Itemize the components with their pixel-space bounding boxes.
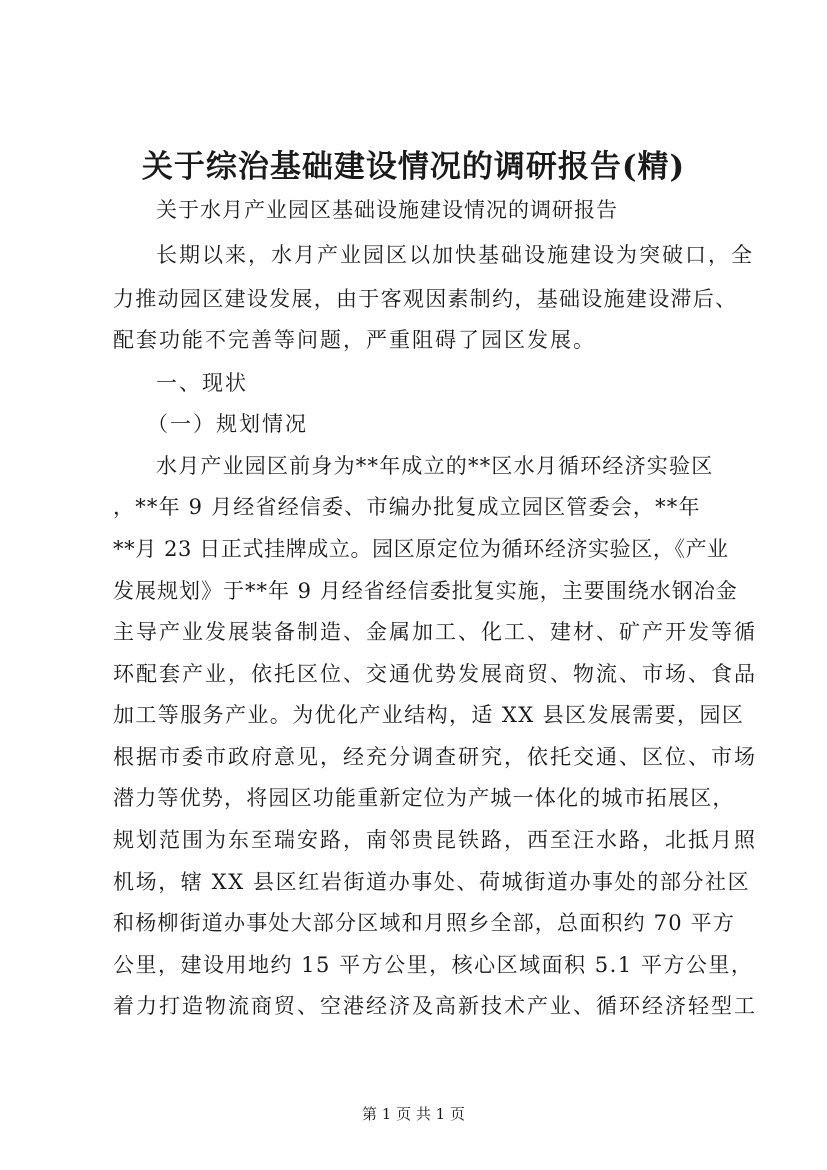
document-title: 关于综治基础建设情况的调研报告(精) bbox=[141, 149, 686, 185]
subsection-heading: （一）规划情况 bbox=[147, 412, 308, 436]
paragraph-line: 配套功能不完善等问题，严重阻碍了园区发展。 bbox=[113, 328, 596, 352]
paragraph-line: 着力打造物流商贸、空港经济及高新技术产业、循环经济轻型工 bbox=[113, 994, 757, 1018]
paragraph-line: 水月产业园区前身为**年成立的**区水月循环经济实验区 bbox=[156, 454, 714, 478]
paragraph-line: 规划范围为东至瑞安路，南邻贵昆铁路，西至汪水路，北抵月照 bbox=[113, 828, 757, 852]
paragraph-line: 潜力等优势，将园区功能重新定位为产城一体化的城市拓展区， bbox=[113, 786, 735, 810]
paragraph-line: ，**年 9 月经省经信委、市编办批复成立园区管委会，**年 bbox=[113, 495, 701, 519]
paragraph-line: **月 23 日正式挂牌成立。园区原定位为循环经济实验区，《产业 bbox=[113, 537, 729, 561]
paragraph-line: 主导产业发展装备制造、金属加工、化工、建材、矿产开发等循 bbox=[113, 620, 757, 644]
paragraph-line: 和杨柳街道办事处大部分区域和月照乡全部，总面积约 70 平方 bbox=[113, 911, 736, 935]
section-heading: 一、现状 bbox=[156, 371, 248, 395]
paragraph-line: 机场，辖 XX 县区红岩街道办事处、荷城街道办事处的部分社区 bbox=[113, 870, 751, 894]
paragraph-line: 公里，建设用地约 15 平方公里，核心区域面积 5.1 平方公里， bbox=[113, 953, 754, 977]
paragraph-line: 根据市委市政府意见，经充分调查研究，依托交通、区位、市场 bbox=[113, 745, 757, 769]
page-footer: 第 1 页 共 1 页 bbox=[362, 1105, 465, 1123]
paragraph-line: 发展规划》于**年 9 月经省经信委批复实施，主要围绕水钢冶金 bbox=[113, 579, 738, 603]
document-subtitle: 关于水月产业园区基础设施建设情况的调研报告 bbox=[156, 198, 618, 222]
paragraph-line: 环配套产业，依托区位、交通优势发展商贸、物流、市场、食品 bbox=[113, 662, 757, 686]
paragraph-line: 加工等服务产业。为优化产业结构，适 XX 县区发展需要，园区 bbox=[113, 703, 745, 727]
paragraph-line: 力推动园区建设发展，由于客观因素制约，基础设施建设滞后、 bbox=[113, 287, 738, 311]
paragraph-line: 长期以来，水月产业园区以加快基础设施建设为突破口，全 bbox=[156, 243, 754, 267]
